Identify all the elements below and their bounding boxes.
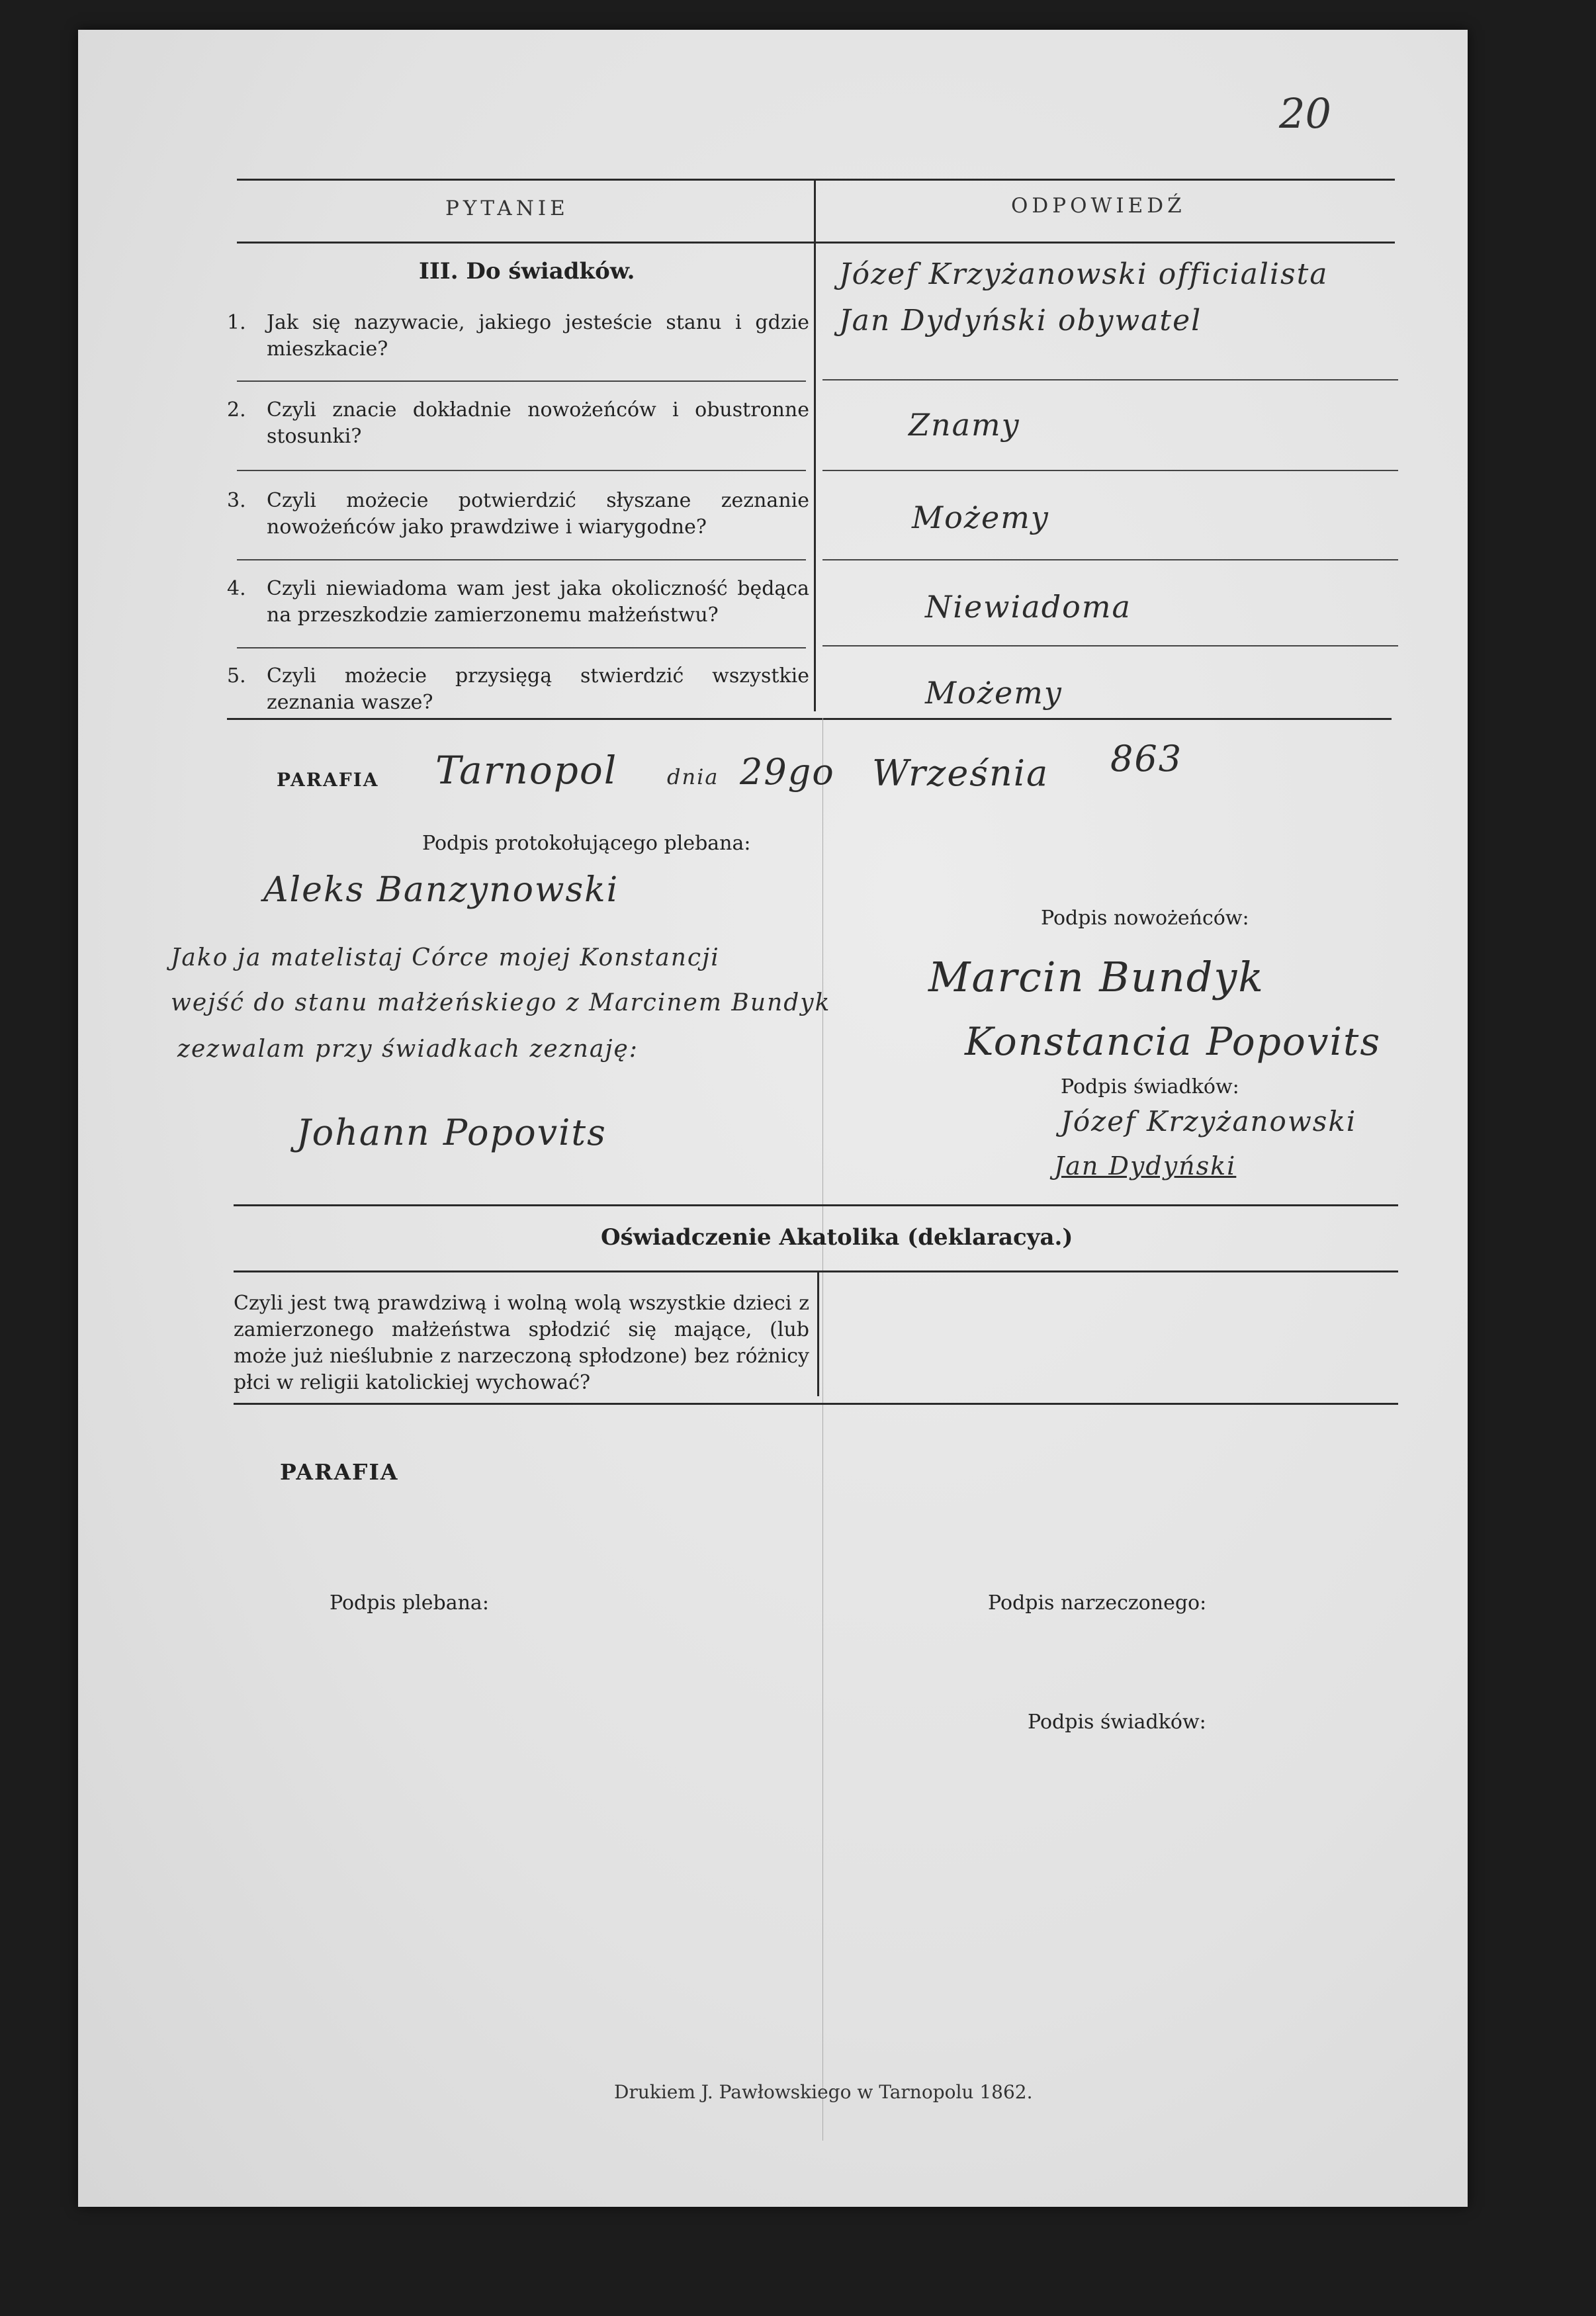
document-page xyxy=(78,30,1468,2207)
priest-signature: Aleks Banzynowski xyxy=(263,870,619,910)
groom-signature: Marcin Bundyk xyxy=(928,953,1264,1001)
row-rule xyxy=(237,470,806,471)
row-rule xyxy=(237,647,806,648)
father-signature: Johann Popovits xyxy=(296,1112,607,1153)
second-parish-label: PARAFIA xyxy=(280,1459,399,1485)
declaration-table-bottom xyxy=(234,1403,1398,1405)
table-top-rule xyxy=(237,179,1395,181)
spouses-signature-label: Podpis nowożeńców: xyxy=(1041,907,1249,930)
declaration-question: Czyli jest twą prawdziwą i wolną wolą wszystkie dzieci z zamierzonego małżeństwa spłodzić się mające, (lub może już nieślubnie z narzeczoną spłodzone) bez różnicy płci w religii katolickiej wychować? xyxy=(234,1292,809,1394)
question-text: Czyli możecie potwierdzić słyszane zeznanie nowożeńców jako prawdziwe i wiarygodne? xyxy=(267,489,809,539)
declaration-table-top xyxy=(234,1270,1398,1272)
bride-signature: Konstancia Popovits xyxy=(965,1019,1382,1064)
declaration-title: Oświadczenie Akatolika (deklaracya.) xyxy=(601,1224,1073,1251)
question-text: Czyli możecie przysięgą stwierdzić wszystkie zeznania wasze? xyxy=(267,664,809,714)
second-witnesses-label: Podpis świadków: xyxy=(1028,1711,1206,1734)
row-rule xyxy=(237,559,806,560)
printer-footer: Drukiem J. Pawłowskiego w Tarnopolu 1862. xyxy=(614,2081,1033,2103)
question-text: Czyli niewiadoma wam jest jaka okoliczność będąca na przeszkodzie zamierzonemu małżeństwu? xyxy=(267,577,809,627)
bleed-through-line xyxy=(822,718,823,2141)
question-text: Czyli znacie dokładnie nowożeńców i obustronne stosunki? xyxy=(267,398,809,448)
answer-3: Możemy xyxy=(912,500,1049,535)
row-rule xyxy=(822,645,1398,646)
question-2 xyxy=(227,397,816,457)
priest-signature-label: Podpis protokołującego plebana: xyxy=(422,832,751,855)
question-5 xyxy=(227,663,816,723)
consent-line-2: wejść do stanu małżeńskiego z Marcinem Bundyk xyxy=(171,989,831,1016)
row-rule xyxy=(237,380,806,382)
date-month: Września xyxy=(872,752,1049,794)
date-day: 29go xyxy=(740,751,835,793)
declaration-column-divider xyxy=(817,1270,819,1396)
question-number: 1. xyxy=(227,311,246,334)
parish-place: Tarnopol xyxy=(435,748,618,793)
question-3 xyxy=(227,488,816,547)
consent-line-3: zezwalam przy świadkach zeznaję: xyxy=(177,1036,639,1063)
consent-line-1: Jako ja matelistaj Córce mojej Konstancji xyxy=(171,944,720,971)
section-title: III. Do świadków. xyxy=(419,258,635,285)
question-number: 4. xyxy=(227,577,246,600)
question-1 xyxy=(227,310,816,369)
header-question: PYTANIE xyxy=(445,197,569,220)
header-answer: ODPOWIEDŹ xyxy=(1011,194,1186,218)
date-year: 863 xyxy=(1110,738,1183,779)
answer-2: Znamy xyxy=(909,407,1020,443)
row-rule xyxy=(822,470,1398,471)
page-number: 20 xyxy=(1279,89,1331,138)
row-rule xyxy=(822,559,1398,560)
table-bottom-rule xyxy=(227,718,1392,720)
question-text: Jak się nazywacie, jakiego jesteście stanu i gdzie mieszkacie? xyxy=(267,311,809,361)
table-header-rule xyxy=(237,242,1395,244)
fiance-label: Podpis narzeczonego: xyxy=(988,1591,1207,1615)
answer-4: Niewiadoma xyxy=(925,589,1131,625)
witnesses-signature-label: Podpis świadków: xyxy=(1061,1075,1239,1098)
question-number: 2. xyxy=(227,398,246,422)
row-rule xyxy=(822,379,1398,380)
answer-1: Józef Krzyżanowski officialista Jan Dydyński obywatel xyxy=(839,257,1329,337)
question-number: 3. xyxy=(227,489,246,512)
answer-5: Możemy xyxy=(925,675,1063,711)
question-4 xyxy=(227,576,816,635)
witness-1-signature: Józef Krzyżanowski xyxy=(1061,1105,1357,1137)
priest-label: Podpis plebana: xyxy=(330,1591,489,1615)
witness-2-signature: Jan Dydyński xyxy=(1054,1151,1237,1180)
parish-label: PARAFIA xyxy=(277,769,379,791)
declaration-top-rule xyxy=(234,1204,1398,1206)
dnia-label: dnia xyxy=(667,764,719,789)
question-number: 5. xyxy=(227,664,246,688)
